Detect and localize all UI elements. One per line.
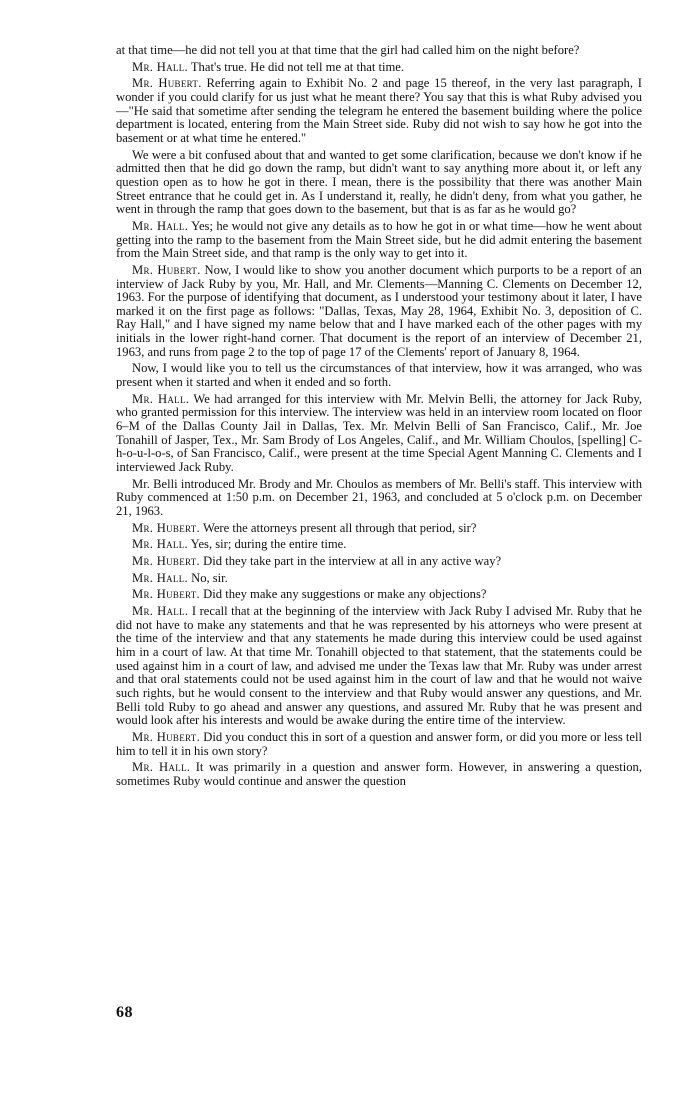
- paragraph-text: Did they make any suggestions or make any objections?: [203, 587, 487, 602]
- paragraph-text: It was primarily in a question and answer form. However, in answering a question, sometimes Ruby would continue and answer the question: [116, 760, 642, 788]
- speaker-label: Mr. Hall.: [132, 570, 188, 585]
- paragraph: [116, 264, 642, 360]
- paragraph: [116, 478, 642, 519]
- paragraph-text: Now, I would like you to tell us the circumstances of that interview, how it was arranged, who was present when it started and when it ended and so forth.: [116, 361, 642, 390]
- speaker-label: Mr. Hubert.: [132, 553, 201, 568]
- page-body: [116, 44, 642, 791]
- paragraph: [116, 761, 642, 788]
- speaker-label: Mr. Hubert.: [132, 729, 201, 744]
- speaker-label: Mr. Hubert.: [132, 587, 201, 602]
- paragraph-text: Referring again to Exhibit No. 2 and page 15 thereof, in the very last paragraph, I wonder if you could clarify for us just what he meant there? You say that this is what Ruby advised you—"He said that sometime after sending the telegram he entered the basement building where the police department is located, entering from the Main Street side. Ruby did not wish to say how he got into the basement or at what time he entered.": [116, 76, 642, 145]
- page-number: 68: [116, 1004, 133, 1021]
- speaker-label: Mr. Hall.: [132, 760, 191, 775]
- speaker-label: Mr. Hall.: [132, 59, 188, 74]
- paragraph-text: We had arranged for this interview with Mr. Melvin Belli, the attorney for Jack Ruby, who granted permission for this interview. The interview was held in an interview room located on floor 6–M of the Dallas County Jail in Dallas, Tex. Mr. Melvin Belli of San Francisco, Calif., Mr. Joe Tonahill of Jasper, Tex., Mr. Sam Brody of Los Angeles, Calif., and Mr. William Choulos, [spelling] C-h-o-u-l-o-s, of San Francisco, Calif., were present at the time Special Agent Manning C. Clements and I interviewed Jack Ruby.: [116, 391, 643, 475]
- speaker-label: Mr. Hall.: [132, 218, 189, 233]
- paragraph: [116, 77, 642, 145]
- paragraph: [116, 731, 642, 758]
- speaker-label: Mr. Hubert.: [132, 262, 201, 277]
- paragraph-text: Yes, sir; during the entire time.: [190, 537, 347, 552]
- paragraph-text: That's true. He did not tell me at that time.: [190, 59, 405, 74]
- paragraph: [116, 522, 642, 536]
- paragraph-text: No, sir.: [191, 570, 228, 585]
- speaker-label: Mr. Hall.: [132, 603, 189, 618]
- paragraph: [116, 362, 642, 389]
- speaker-label: Mr. Hall.: [132, 537, 188, 552]
- paragraph: [116, 572, 642, 586]
- paragraph: [116, 555, 642, 569]
- paragraph: [116, 393, 642, 475]
- speaker-label: Mr. Hubert.: [132, 76, 202, 91]
- paragraph: [116, 44, 642, 58]
- paragraph-text: Now, I would like to show you another document which purports to be a report of an interview of Jack Ruby by you, Mr. Hall, and Mr. Clements—Manning C. Clements on December 12, 1963. For the purpose of identifying that document, as I understood your testimony about it later, I have marked it on the first page as follows: "Dallas, Texas, May 28, 1964, Exhibit No. 3, deposition of C. Ray Hall," and I have signed my name below that and I have marked each of the other pages with my initials in the lower right-hand corner. That document is the report of an interview of December 21, 1963, and runs from page 2 to the top of page 17 of the Clements' report of January 8, 1964.: [116, 262, 642, 359]
- paragraph-text: Mr. Belli introduced Mr. Brody and Mr. Choulos as members of Mr. Belli's staff. This interview with Ruby commenced at 1:50 p.m. on December 21, 1963, and concluded at 5 o'clock p.m. on December 21, 1963.: [116, 476, 642, 518]
- paragraph: [116, 220, 642, 261]
- paragraph-text: Did they take part in the interview at all in any active way?: [203, 553, 502, 568]
- paragraph-text: We were a bit confused about that and wanted to get some clarification, because we don't know if he admitted then that he did go down the ramp, but didn't want to say anything more about it, or left any question open as to how he got in there. I mean, there is the possibility that there was another Main Street entrance that he could get in. As I understand it, really, he didn't deny, from what you gather, he went in through the ramp that goes down to the basement, but that is as far as he would go?: [116, 147, 642, 217]
- paragraph-text: Were the attorneys present all through that period, sir?: [202, 520, 477, 535]
- paragraph-text: Yes; he would not give any details as to how he got in or what time—how he went about getting into the ramp to the basement from the Main Street side, but he did admit entering the basement from the Main Street side, and that ramp is the only way to get into it.: [116, 218, 643, 261]
- paragraph-text: at that time—he did not tell you at that time that the girl had called him on the night before?: [116, 43, 580, 57]
- paragraph-text: I recall that at the beginning of the interview with Jack Ruby I advised Mr. Ruby that he did not have to make any statements and that he was represented by his attorneys who were present at the time of the interview and that any statements he made during this interview could be used against him in a court of law. At that time Mr. Tonahill objected to that statement, that the statements could be used against him in a court of law, and advised me under the Texas law that Mr. Ruby was under arrest and that oral statements could not be used against him in the court of law and that he would not waive such rights, but he would consent to the interview and that Ruby would answer any questions, and Mr. Belli told Ruby to go ahead and answer any questions, and assured Mr. Ruby that he was present and would look after his interests and would be awake during the entire time of the interview.: [116, 603, 642, 728]
- paragraph: [116, 605, 642, 728]
- speaker-label: Mr. Hall.: [132, 391, 190, 406]
- paragraph: [116, 538, 642, 552]
- paragraph: [116, 149, 642, 217]
- paragraph: [116, 61, 642, 75]
- paragraph: [116, 588, 642, 602]
- paragraph-text: Did you conduct this in sort of a question and answer form, or did you more or less tell him to tell it in his own story?: [116, 729, 642, 758]
- speaker-label: Mr. Hubert.: [132, 520, 201, 535]
